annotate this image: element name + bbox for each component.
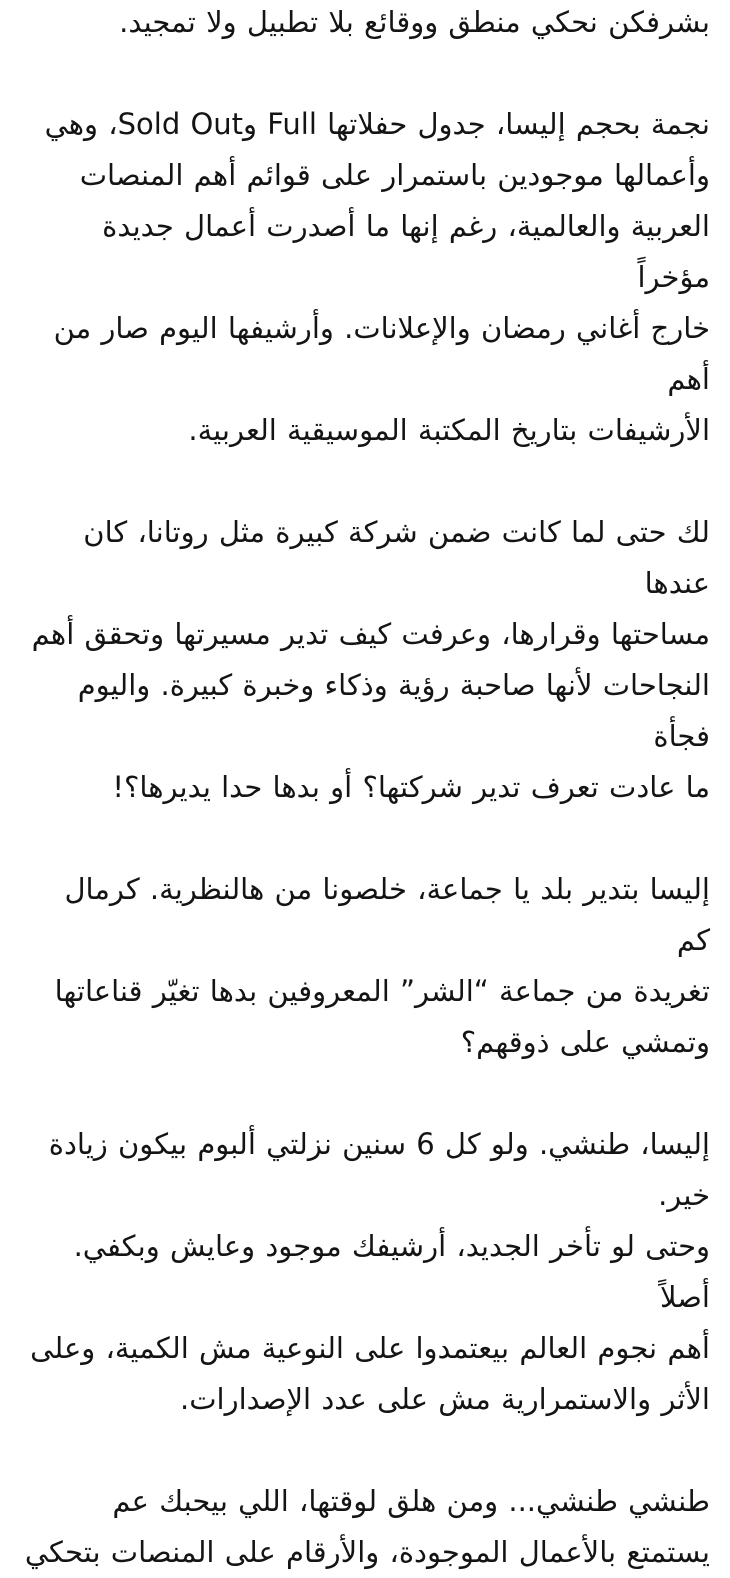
paragraph-1: بشرفكن نحكي منطق ووقائع بلا تطبيل ولا تمجيد.: [119, 5, 710, 39]
paragraph-4: إليسا بتدير بلد يا جماعة، خلصونا من هالنظرية. كرمال كم تغريدة من جماعة “الشر” المعروفين بدها تغيّر قناعاتها وتمشي على ذوقهم؟: [54, 872, 710, 1059]
paragraph-5: إليسا، طنشي. ولو كل 6 سنين نزلتي ألبوم بيكون زيادة خير. وحتى لو تأخر الجديد، أرشيفك موجود وعايش وبكفي. أصلاً أهم نجوم العالم بيعتمدوا على النوعية مش الكمية، وعلى الأثر والاستمرارية مش على عدد الإصدارات.: [30, 1127, 710, 1416]
paragraph-6: طنشي طنشي... ومن هلق لوقتها، اللي بيحبك عم يستمتع بالأعمال الموجودة، والأرقام على المنصات بتحكي: [24, 1484, 710, 1569]
paragraph-3: لك حتى لما كانت ضمن شركة كبيرة مثل روتانا، كان عندها مساحتها وقرارها، وعرفت كيف تدير مسيرتها وتحقق أهم النجاحات لأنها صاحبة رؤية وذكاء وخبرة كبيرة. واليوم فجأة ما عادت تعرف تدير شركتها؟ أو بدها حدا يديرها؟!: [31, 515, 710, 804]
paragraph-2: نجمة بحجم إليسا، جدول حفلاتها Full وSold Out، وهي وأعمالها موجودين باستمرار على قوائم أهم المنصات العربية والعالمية، رغم إنها ما أصدرت أعمال جديدة مؤخراً خارج أغاني رمضان والإعلانات. وأرشيفها اليوم صار من أهم الأرشيفات بتاريخ المكتبة الموسيقية العربية.: [44, 107, 710, 447]
